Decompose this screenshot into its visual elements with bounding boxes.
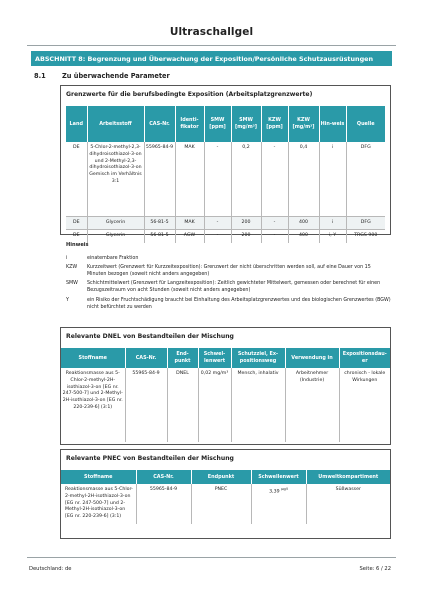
cell: Reaktionsmasse aus 5-Chlor-2-methyl-2H-isothiazol-3-on [EG nr. 247-500-7] und 2-Methyl-2H-isothiazol-3-on [EG nr. 220-239-6] (3:1) (61, 484, 136, 524)
cell: - (261, 216, 288, 230)
cell: 200 (231, 230, 261, 243)
legend-key: i (66, 255, 68, 261)
col-hinweis: Hin-weis (319, 106, 346, 142)
cell: chronisch - lokale Wirkungen (344, 371, 386, 383)
col-kzw-mg: KZW [mg/m³] (288, 106, 319, 142)
cell: Süßwasser (335, 487, 361, 492)
dnel-title: Relevante DNEL von Bestandteilen der Mischung (66, 333, 234, 340)
cell: i (319, 142, 346, 216)
pnec-title: Relevante PNEC von Bestandteilen der Mischung (66, 455, 234, 462)
cell: - (261, 142, 288, 216)
cell: - (261, 230, 288, 243)
document-title: Ultraschallgel (169, 26, 254, 38)
footer-country: Deutschland: de (29, 566, 72, 572)
legend-key: Y (66, 297, 69, 303)
legend-key: KZW (66, 264, 78, 270)
cell: DFG (346, 216, 385, 230)
cell: 0,4 (288, 142, 319, 216)
cell: DNEL (167, 368, 198, 442)
footer-page-number: Seite: 6 / 22 (359, 566, 391, 572)
grenzwerte-header-row (66, 106, 385, 142)
col-schwellenwert: Schwellenwert (251, 470, 306, 484)
cell: Glycerin (87, 216, 144, 230)
cell: Arbeitnehmer (Industrie) (285, 368, 339, 442)
cell: i, Y (319, 230, 346, 243)
col-smw-ppm: SMW [ppm] (204, 106, 231, 142)
cell: Glycerin (87, 230, 144, 243)
cell: DE (66, 216, 87, 230)
col-quelle: Quelle (346, 106, 385, 142)
cell: 200 (231, 216, 261, 230)
hinweis-legend (66, 242, 391, 313)
cell (251, 484, 306, 524)
cell: Reaktionsmasse aus 5-Chlor-2-methyl-2H-isothiazol-3-on [EG nr. 247-500-7] und 2-Methyl-2H-isothiazol-3-on [EG nr. 220-239-6] (3:1) (61, 368, 125, 442)
cell: 0,02 mg/m³ (198, 368, 231, 442)
cell: Mensch, inhalativ (231, 368, 285, 442)
cell: 400 (288, 216, 319, 230)
col-cas: CAS-Nr. (144, 106, 175, 142)
col-cas: CAS-Nr. (125, 348, 167, 368)
pnec-table (61, 470, 390, 524)
col-identifikator: Identi-fikator (175, 106, 204, 142)
pnec-header-row (61, 470, 390, 484)
col-cas: CAS-Nr. (136, 470, 191, 484)
legend-text: Kurzzeitwert (Grenzwert für Kurzzeitexposition): Grenzwert der nicht überschritten werden soll, auf eine Dauer von 15 Minuten bezogen (soweit nicht anders angegeben) (87, 264, 371, 278)
col-expositionsdauer: Expositionsdau-er (339, 348, 390, 368)
col-umweltkompartiment: Umweltkompartiment (306, 470, 390, 484)
legend-text: Schichtmittelwert (Grenzwert für Langzeitexposition): Zeitlich gewichteter Mittelwert, gemessen oder berechnet für einen Bezugszeitraum von acht Stunden (soweit nicht anders angegeben) (87, 281, 381, 294)
pnec-panel (60, 449, 391, 539)
section-heading-bar: ABSCHNITT 8: Begrenzung und Überwachung der Exposition/Persönliche Schutzausrüstungen (31, 51, 392, 66)
cell: MAK (175, 142, 204, 216)
col-schwellenwert: Schwel-lenwert (198, 348, 231, 368)
cell: DE (66, 230, 87, 243)
cell: - (204, 230, 231, 243)
subsection-title: Zu überwachende Parameter (62, 72, 170, 80)
cell: 56-81-5 (144, 216, 175, 230)
legend-key: SMW (66, 281, 78, 287)
cell: DFG (360, 145, 371, 150)
cell: - (204, 142, 231, 216)
schwellenwert-value: 3,39 (269, 489, 280, 495)
legend-item (66, 264, 391, 278)
table-row (61, 484, 390, 524)
cell: TRGS 900 (346, 230, 385, 243)
title-divider (27, 45, 396, 46)
col-endpunkt: Endpunkt (191, 470, 251, 484)
cell: AGW (175, 230, 204, 243)
col-arbeitsstoff: Arbeitsstoff (87, 106, 144, 142)
dnel-table (61, 348, 390, 442)
hinweis-heading: Hinweis (66, 242, 89, 248)
legend-text: ein Risiko der Fruchtschädigung braucht bei Einhaltung des Arbeitsplatzgrenzwertes und des biologischen Grenzwertes (BGW) nicht befürchtet zu werden (87, 297, 391, 310)
cell: i (319, 216, 346, 230)
cell: - (204, 216, 231, 230)
col-stoffname: Stoffname (61, 348, 125, 368)
cell: 5-Chlor-2-methyl-2,3-dihydroisothiazol-3-on und 2-Methyl-2,3-dihydroisothiazol-3-on Gemisch im Verhältnis 3:1 (87, 142, 144, 216)
grenzwerte-title: Grenzwerte für die berufsbedingte Exposition (Arbeitsplatzgrenzwerte) (66, 91, 313, 98)
legend-text: einatembare Fraktion (87, 255, 139, 261)
footer-divider (27, 557, 396, 558)
col-verwendung: Verwendung in (285, 348, 339, 368)
col-schutzziel: Schutzziel, Ex-positionsweg (231, 348, 285, 368)
col-smw-mg: SMW [mg/m³] (231, 106, 261, 142)
cell: 56-81-5 (144, 230, 175, 243)
cell: PNEC (191, 484, 251, 524)
grenzwerte-table (66, 106, 385, 243)
table-row (66, 142, 385, 216)
grenzwerte-panel (60, 85, 391, 239)
cell: 55965-84-9 (125, 368, 167, 442)
schwellenwert-unit: µg/l (281, 487, 288, 491)
legend-item (66, 255, 391, 262)
cell: 0,2 (231, 142, 261, 216)
cell: 400 (288, 230, 319, 243)
table-row (61, 368, 390, 442)
cell: 55965-84-9 (136, 484, 191, 524)
cell: DE (66, 142, 87, 216)
col-land: Land (66, 106, 87, 142)
table-row (66, 216, 385, 230)
col-kzw-ppm: KZW [ppm] (261, 106, 288, 142)
legend-item (66, 280, 391, 294)
col-endpunkt: End-punkt (167, 348, 198, 368)
dnel-header-row (61, 348, 390, 368)
dnel-panel (60, 327, 391, 445)
legend-item (66, 297, 391, 311)
cell: MAK (175, 216, 204, 230)
subsection-number: 8.1 (34, 72, 46, 80)
col-stoffname: Stoffname (61, 470, 136, 484)
cell: 55965-84-9 (144, 142, 175, 216)
